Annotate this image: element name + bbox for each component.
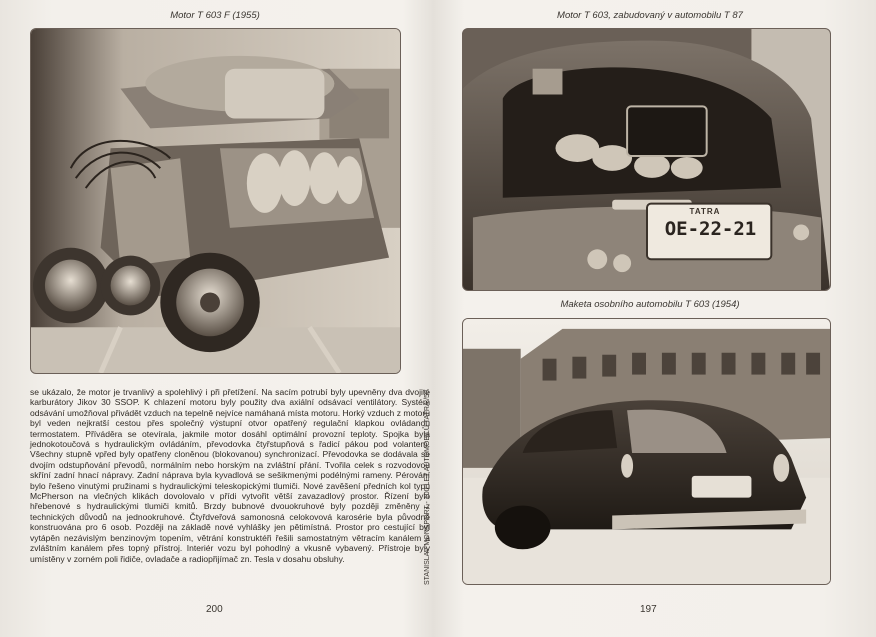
car-mockup-photo <box>462 318 831 585</box>
left-photo-caption: Motor T 603 F (1955) <box>170 10 260 21</box>
article-body-text: se ukázalo, že motor je trvanlivý a spolehlivý i při přetížení. Na sacím potrubí byly upevněny dva dvojité karburátory Jikov 30 SSOP. K chlazení motoru byly použity dva axiální odsávací ventilátory. Systém odsávání umožňoval přivádět vzduch na tepelně nejvíce namáhaná místa motoru. Horký vzduch z motoru byl veden nejkratší cestou přes společný výstupní otvor opatřený regulační klapkou ovládanou termostatem. Příváděra se otevírala, jakmile motor dosáhl optimální provozní teploty. Spojka byla jednokotoučová s hydraulickým ovládáním, převodovka čtyřstupňová s řadicí pákou pod volantem. Všechny stupně vpřed byly opatřeny cloněnou (blokovanou) synchronizací. Převodovka se dodávala se dvojím odstupňování převodů, normálním nebo horským na zvláštní přání. Tvořila celek s rozvodovou skříní zadní hnací nápravy. Zadní náprava byla kyvadlová se sešikmenými podélnými rameny. Pérování bylo řešeno vinutými pružinami s hydraulickými teleskopickými tlumiči. Nové zavěšení předních kol typu McPherson na vlečných klikách dovolovalo v přídi vytvořit větší zavazadlový prostor. Řízení bylo hřebenové s hydraulickými tlumiči kmitů. Brzdy bubnové dvouokruhové byly později změněny z technických důvodů na jednookruhové. Čtyřdveřová samonosná celokovová karosérie byla původně konstruována pro 6 osob. Později na základě nové vyhlášky jen pětimístná. Prostor pro cestující byl vytápěn nezávislým benzinovým topením, větrání konstruktéři řešili samostatným větracím kanálem a zvláštním kanálem přes topný přístroj. Interiér vozu byl pohodlný a vkusně vybavený. Přístroje byly umístěny v zorném poli řidiče, ovladače a radiopřijímač zn. Tesla v dosahu obsluhy. <box>30 387 430 564</box>
plate-badge: TATRA <box>689 207 721 216</box>
spine-credit-text: STANISLAV MONSPORT - 100 LET AUTOMOBILŮ TATRA /50 <box>424 390 431 585</box>
car-rear-illustration <box>463 29 830 290</box>
engine-photo <box>30 28 401 374</box>
right-page-number: 197 <box>640 604 657 615</box>
car-mockup-illustration <box>463 319 830 584</box>
license-plate-text: OE-22-21 <box>664 218 757 240</box>
top-right-photo-caption: Motor T 603, zabudovaný v automobilu T 87 <box>557 10 743 21</box>
engine-bay-photo <box>462 28 831 291</box>
left-page-number: 200 <box>206 604 223 615</box>
engine-illustration <box>31 29 400 373</box>
bottom-right-photo-caption: Maketa osobního automobilu T 603 (1954) <box>560 299 740 310</box>
